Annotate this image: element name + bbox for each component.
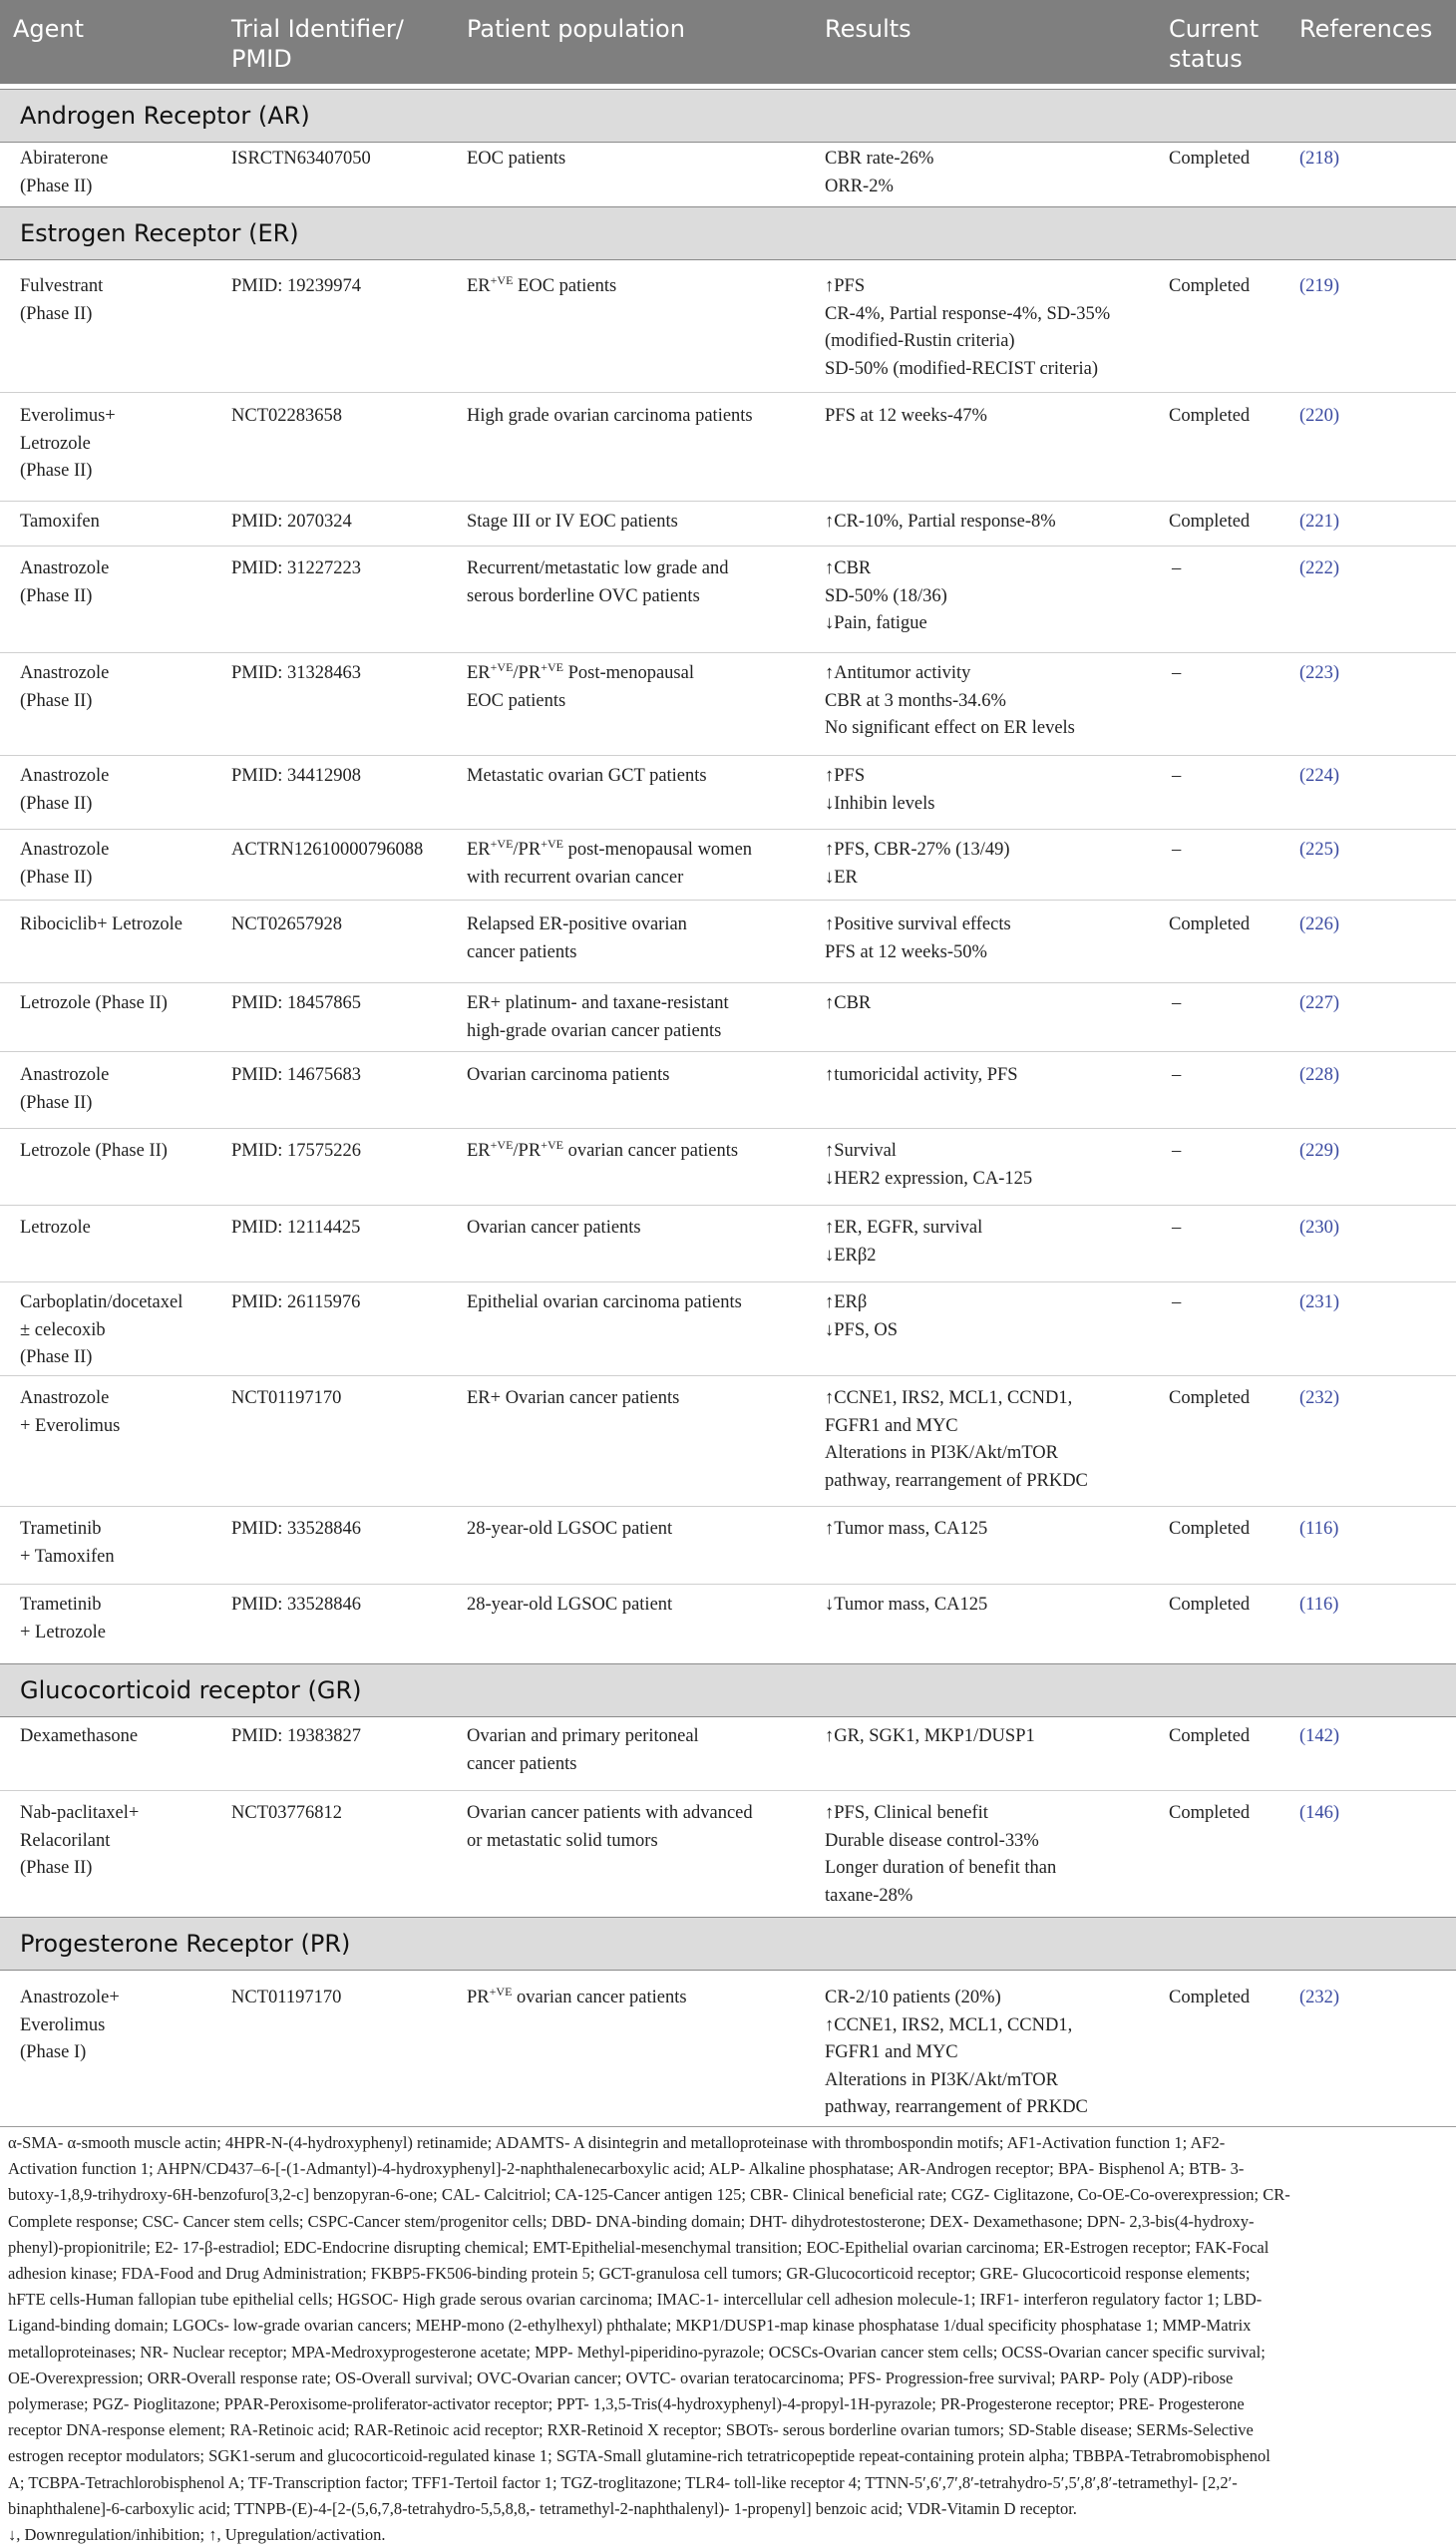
cell-results: PFS at 12 weeks-47% — [825, 406, 987, 426]
row-divider — [0, 1281, 1456, 1282]
cell-agent: Ribociclib+ Letrozole — [20, 914, 183, 934]
cell-agent: Anastrozole (Phase II) — [20, 766, 110, 814]
reference-link[interactable]: (218) — [1299, 149, 1340, 169]
column-header-population: Patient population — [467, 15, 685, 43]
cell-status: – — [1172, 993, 1182, 1013]
reference-link[interactable]: (232) — [1299, 1988, 1340, 2007]
row-divider — [0, 1375, 1456, 1376]
cell-population: Stage III or IV EOC patients — [467, 512, 678, 532]
column-header-agent: Agent — [13, 15, 85, 43]
reference-link[interactable]: (223) — [1299, 663, 1340, 683]
cell-trial: PMID: 17575226 — [231, 1141, 362, 1161]
cell-status: – — [1172, 766, 1182, 786]
cell-agent: Everolimus+ Letrozole (Phase II) — [20, 406, 116, 481]
cell-results: ↑PFS CR-4%, Partial response-4%, SD-35% (modified-Rustin criteria) SD-50% (modified-RECIST criteria) — [825, 276, 1111, 379]
cell-population: 28-year-old LGSOC patient — [467, 1595, 673, 1615]
cell-status: – — [1172, 1292, 1182, 1312]
cell-trial: PMID: 33528846 — [231, 1519, 362, 1539]
reference-link[interactable]: (116) — [1299, 1595, 1339, 1615]
section-title-ar: Androgen Receptor (AR) — [20, 102, 310, 130]
cell-agent: Letrozole (Phase II) — [20, 993, 168, 1013]
cell-trial: PMID: 18457865 — [231, 993, 362, 1013]
cell-status: Completed — [1169, 1595, 1251, 1615]
cell-trial: PMID: 19383827 — [231, 1726, 362, 1746]
section-title-er: Estrogen Receptor (ER) — [20, 219, 299, 247]
cell-status: Completed — [1169, 914, 1251, 934]
cell-population: Ovarian carcinoma patients — [467, 1065, 670, 1085]
cell-trial: PMID: 19239974 — [231, 276, 362, 296]
cell-population: $ER^{+VE}$ EOC patients — [467, 273, 617, 296]
reference-link[interactable]: (221) — [1299, 512, 1340, 532]
cell-status: – — [1172, 1218, 1182, 1238]
column-header-references: References — [1299, 15, 1433, 43]
cell-agent: Trametinib + Letrozole — [20, 1595, 106, 1642]
cell-results: ↑GR, SGK1, MKP1/DUSP1 — [825, 1726, 1035, 1746]
cell-status: Completed — [1169, 406, 1251, 426]
reference-link[interactable]: (224) — [1299, 766, 1340, 786]
cell-results: ↑Positive survival effects PFS at 12 weeks-50% — [825, 914, 1011, 962]
table-bottom-rule — [0, 2126, 1456, 2127]
cell-population: $ER^{+VE}/PR^{+VE}$ post-menopausal women with recurrent ovarian cancer — [467, 837, 753, 888]
row-divider — [0, 1051, 1456, 1052]
cell-results: ↑ER, EGFR, survival ↓ERβ2 — [825, 1218, 983, 1266]
cell-agent: Tamoxifen — [20, 512, 100, 532]
cell-agent: Dexamethasone — [20, 1726, 139, 1746]
cell-results: ↑tumoricidal activity, PFS — [825, 1065, 1018, 1085]
cell-population: 28-year-old LGSOC patient — [467, 1519, 673, 1539]
reference-link[interactable]: (230) — [1299, 1218, 1340, 1238]
cell-status: Completed — [1169, 149, 1251, 169]
reference-link[interactable]: (146) — [1299, 1803, 1340, 1823]
cell-trial: PMID: 33528846 — [231, 1595, 362, 1615]
row-divider — [0, 755, 1456, 756]
cell-status: – — [1172, 840, 1182, 860]
cell-trial: PMID: 34412908 — [231, 766, 362, 786]
cell-status: – — [1172, 663, 1182, 683]
column-header-trial: Trial Identifier/ PMID — [231, 15, 404, 73]
cell-agent: Anastrozole + Everolimus — [20, 1388, 121, 1436]
row-divider — [0, 392, 1456, 393]
cell-results: ↑CBR SD-50% (18/36) ↓Pain, fatigue — [825, 558, 947, 633]
row-divider — [0, 1205, 1456, 1206]
cell-population: Epithelial ovarian carcinoma patients — [467, 1292, 742, 1312]
cell-population: ER+ Ovarian cancer patients — [467, 1388, 680, 1408]
cell-trial: NCT02283658 — [231, 406, 342, 426]
cell-agent: Nab-paclitaxel+ Relacorilant (Phase II) — [20, 1803, 140, 1878]
cell-agent: Abiraterone (Phase II) — [20, 149, 109, 196]
cell-population: ER+ platinum- and taxane-resistant high-grade ovarian cancer patients — [467, 993, 729, 1041]
cell-status: Completed — [1169, 276, 1251, 296]
cell-trial: PMID: 2070324 — [231, 512, 352, 532]
row-divider — [0, 900, 1456, 901]
cell-trial: NCT01197170 — [231, 1988, 342, 2007]
cell-results: ↑PFS ↓Inhibin levels — [825, 766, 935, 814]
cell-population: Recurrent/metastatic low grade and serous borderline OVC patients — [467, 558, 729, 606]
cell-status: Completed — [1169, 1519, 1251, 1539]
cell-results: ↑CCNE1, IRS2, MCL1, CCND1, FGFR1 and MYC Alterations in PI3K/Akt/mTOR pathway, rearrangement of PRKDC — [825, 1388, 1088, 1491]
row-divider — [0, 829, 1456, 830]
cell-trial: NCT02657928 — [231, 914, 342, 934]
cell-population: Ovarian cancer patients — [467, 1218, 641, 1238]
reference-link[interactable]: (229) — [1299, 1141, 1340, 1161]
cell-status: Completed — [1169, 1726, 1251, 1746]
row-divider — [0, 1128, 1456, 1129]
reference-link[interactable]: (232) — [1299, 1388, 1340, 1408]
row-divider — [0, 501, 1456, 502]
cell-population: Ovarian cancer patients with advanced or metastatic solid tumors — [467, 1803, 753, 1851]
cell-population: Ovarian and primary peritoneal cancer patients — [467, 1726, 699, 1774]
cell-results: ↑PFS, Clinical benefit Durable disease control-33% Longer duration of benefit than taxane-28% — [825, 1803, 1057, 1906]
cell-trial: NCT03776812 — [231, 1803, 342, 1823]
cell-population: EOC patients — [467, 149, 566, 169]
reference-link[interactable]: (228) — [1299, 1065, 1340, 1085]
cell-results: ↑Tumor mass, CA125 — [825, 1519, 988, 1539]
cell-trial: PMID: 14675683 — [231, 1065, 362, 1085]
cell-results: ↑Antitumor activity CBR at 3 months-34.6% No significant effect on ER levels — [825, 663, 1075, 738]
cell-status: Completed — [1169, 1988, 1251, 2007]
cell-population: Metastatic ovarian GCT patients — [467, 766, 707, 786]
cell-agent: Anastrozole (Phase II) — [20, 558, 110, 606]
column-header-results: Results — [825, 15, 911, 43]
cell-agent: Anastrozole+ Everolimus (Phase I) — [20, 1988, 120, 2062]
cell-trial: PMID: 12114425 — [231, 1218, 361, 1238]
cell-agent: Letrozole (Phase II) — [20, 1141, 168, 1161]
cell-population: $ER^{+VE}/PR^{+VE}$ Post-menopausal EOC patients — [467, 660, 694, 711]
cell-results: ↑PFS, CBR-27% (13/49) ↓ER — [825, 840, 1010, 888]
cell-results: ↑ERβ ↓PFS, OS — [825, 1292, 899, 1340]
reference-link[interactable]: (222) — [1299, 558, 1340, 578]
cell-trial: PMID: 31227223 — [231, 558, 362, 578]
row-divider — [0, 1584, 1456, 1585]
cell-agent: Letrozole — [20, 1218, 91, 1238]
cell-results: ↓Tumor mass, CA125 — [825, 1595, 988, 1615]
row-divider — [0, 982, 1456, 983]
table-footnote: α-SMA- α-smooth muscle actin; 4HPR-N-(4-hydroxyphenyl) retinamide; ADAMTS- A disintegrin and metalloproteinase with thrombospondin motifs; AF1-Activation function 1; AF2- Activation function 1; AHPN/CD437–6-[-(1-Admantyl)-4-hydroxyphenyl]-2-naphthalenecarboxylic acid; ALP- Alkaline phosphatase; AR-Androgen receptor; BPA- Bisphenol A; BTB- 3- butoxy-1,8,9-trihydroxy-6H-benzofuro[3,2-c] benzopyran-6-one; CAL- Calcitriol; CA-125-Cancer antigen 125; CBR- Clinical beneficial rate; CGZ- Ciglitazone, Co-OE-Co-overexpression; CR- Complete response; CSC- Cancer stem cells; CSPC-Cancer stem/progenitor cells; DBD- DNA-binding domain; DHT- dihydrotestosterone; DEX- Dexamethasone; DPN- 2,3-bis(4-hydroxy- phenyl)-propionitrile; E2- 17-β-estradiol; EDC-Endocrine disrupting chemical; EMT-Epithelial-mesenchymal transition; EOC-Epithelial ovarian carcinoma; ER-Estrogen receptor; FAK-Focal adhesion kinase; FDA-Food and Drug Administration; FKBP5-FK506-binding protein 5; GCT-granulosa cell tumors; GR-Glucocorticoid receptor; GRE- Glucocorticoid response elements; hFTE cells-Human fallopian tube epithelial cells; HGSOC- High grade serous ovarian carcinoma; IMAC-1- intercellular cell adhesion molecule-1; IRF1- interferon regulatory factor 1; LBD- Ligand-binding domain; LGOCs- low-grade ovarian cancers; MEHP-mono (2-ethylhexyl) phthalate; MKP1/DUSP1-map kinase phosphatase 1/dual specificity phosphatase 1; MMP-Matrix metalloproteinases; NR- Nuclear receptor; MPA-Medroxyprogesterone acetate; MPP- Methyl-piperidino-pyrazole; OCSCs-Ovarian cancer stem cells; OCSS-Ovarian cancer specific survival; OE-Overexpression; ORR-Overall response rate; OS-Overall survival; OVC-Ovarian cancer; OVTC- ovarian teratocarcinoma; PFS- Progression-free survival; PARP- Poly (ADP)-ribose polymerase; PGZ- Pioglitazone; PPAR-Peroxisome-proliferator-activator receptor; PPT- 1,3,5-Tris(4-hydroxyphenyl)-4-propyl-1H-pyrazole; PR-Progesterone receptor; PRE- Progesterone receptor DNA-response element; RA-Retinoic acid; RAR-Retinoic acid receptor; RXR-Retinoid X receptor; SBOTs- serous borderline ovarian tumors; SD-Stable disease; SERMs-Selective estrogen receptor modulators; SGK1-serum and glucocorticoid-regulated kinase 1; SGTA-Small glutamine-rich tetratricopeptide repeat-containing protein alpha; TBBPA-Tetrabromobisphenol A; TCBPA-Tetrachlorobisphenol A; TF-Transcription factor; TFF1-Tertoil factor 1; TGZ-troglitazone; TLR4- toll-like receptor 4; TTNN-5′,6′,7′,8′-tetrahydro-5′,5′,8′,8′-tetramethyl- [2,2′- binaphthalene]-6-carboxylic acid; TTNPB-(E)-4-[2-(5,6,7,8-tetrahydro-5,5,8,8,- tetramethyl-2-naphthalenyl)- 1-propenyl] benzoic acid; VDR-Vitamin D receptor. ↓, Downregulation/inhibition; ↑, Upregulation/activation. — [8, 2133, 1290, 2545]
reference-link[interactable]: (142) — [1299, 1726, 1340, 1746]
cell-trial: PMID: 31328463 — [231, 663, 362, 683]
cell-population: Relapsed ER-positive ovarian cancer patients — [467, 914, 687, 962]
row-divider — [0, 652, 1456, 653]
row-divider — [0, 1790, 1456, 1791]
cell-results: ↑CBR — [825, 993, 872, 1013]
cell-trial: NCT01197170 — [231, 1388, 342, 1408]
row-divider — [0, 1506, 1456, 1507]
column-header-status: Current status — [1169, 15, 1260, 73]
cell-status: – — [1172, 1141, 1182, 1161]
reference-link[interactable]: (219) — [1299, 276, 1340, 296]
cell-trial: ACTRN12610000796088 — [231, 840, 424, 860]
reference-link[interactable]: (226) — [1299, 914, 1340, 934]
cell-results: ↑Survival ↓HER2 expression, CA-125 — [825, 1141, 1033, 1189]
section-title-gr: Glucocorticoid receptor (GR) — [20, 1676, 362, 1704]
cell-agent: Anastrozole (Phase II) — [20, 840, 110, 888]
reference-link[interactable]: (227) — [1299, 993, 1340, 1013]
cell-agent: Trametinib + Tamoxifen — [20, 1519, 115, 1567]
cell-trial: PMID: 26115976 — [231, 1292, 361, 1312]
reference-link[interactable]: (225) — [1299, 840, 1340, 860]
cell-population: High grade ovarian carcinoma patients — [467, 406, 753, 426]
cell-status: Completed — [1169, 512, 1251, 532]
cell-agent: Anastrozole (Phase II) — [20, 1065, 110, 1113]
section-title-pr: Progesterone Receptor (PR) — [20, 1930, 351, 1958]
reference-link[interactable]: (231) — [1299, 1292, 1340, 1312]
cell-status: Completed — [1169, 1803, 1251, 1823]
cell-status: – — [1172, 558, 1182, 578]
cell-population: $PR^{+VE}$ ovarian cancer patients — [467, 1985, 687, 2007]
reference-link[interactable]: (116) — [1299, 1519, 1339, 1539]
cell-agent: Carboplatin/docetaxel ± celecoxib (Phase II) — [20, 1292, 183, 1367]
cell-trial: ISRCTN63407050 — [231, 149, 371, 169]
cell-agent: Fulvestrant (Phase II) — [20, 276, 104, 324]
cell-results: ↑CR-10%, Partial response-8% — [825, 512, 1056, 532]
cell-agent: Anastrozole (Phase II) — [20, 663, 110, 711]
cell-results: CBR rate-26% ORR-2% — [825, 149, 934, 196]
cell-status: – — [1172, 1065, 1182, 1085]
cell-population: $ER^{+VE}/PR^{+VE}$ ovarian cancer patients — [467, 1138, 739, 1161]
reference-link[interactable]: (220) — [1299, 406, 1340, 426]
cell-status: Completed — [1169, 1388, 1251, 1408]
cell-results: CR-2/10 patients (20%) ↑CCNE1, IRS2, MCL1, CCND1, FGFR1 and MYC Alterations in PI3K/Akt/mTOR pathway, rearrangement of PRKDC — [825, 1988, 1088, 2117]
